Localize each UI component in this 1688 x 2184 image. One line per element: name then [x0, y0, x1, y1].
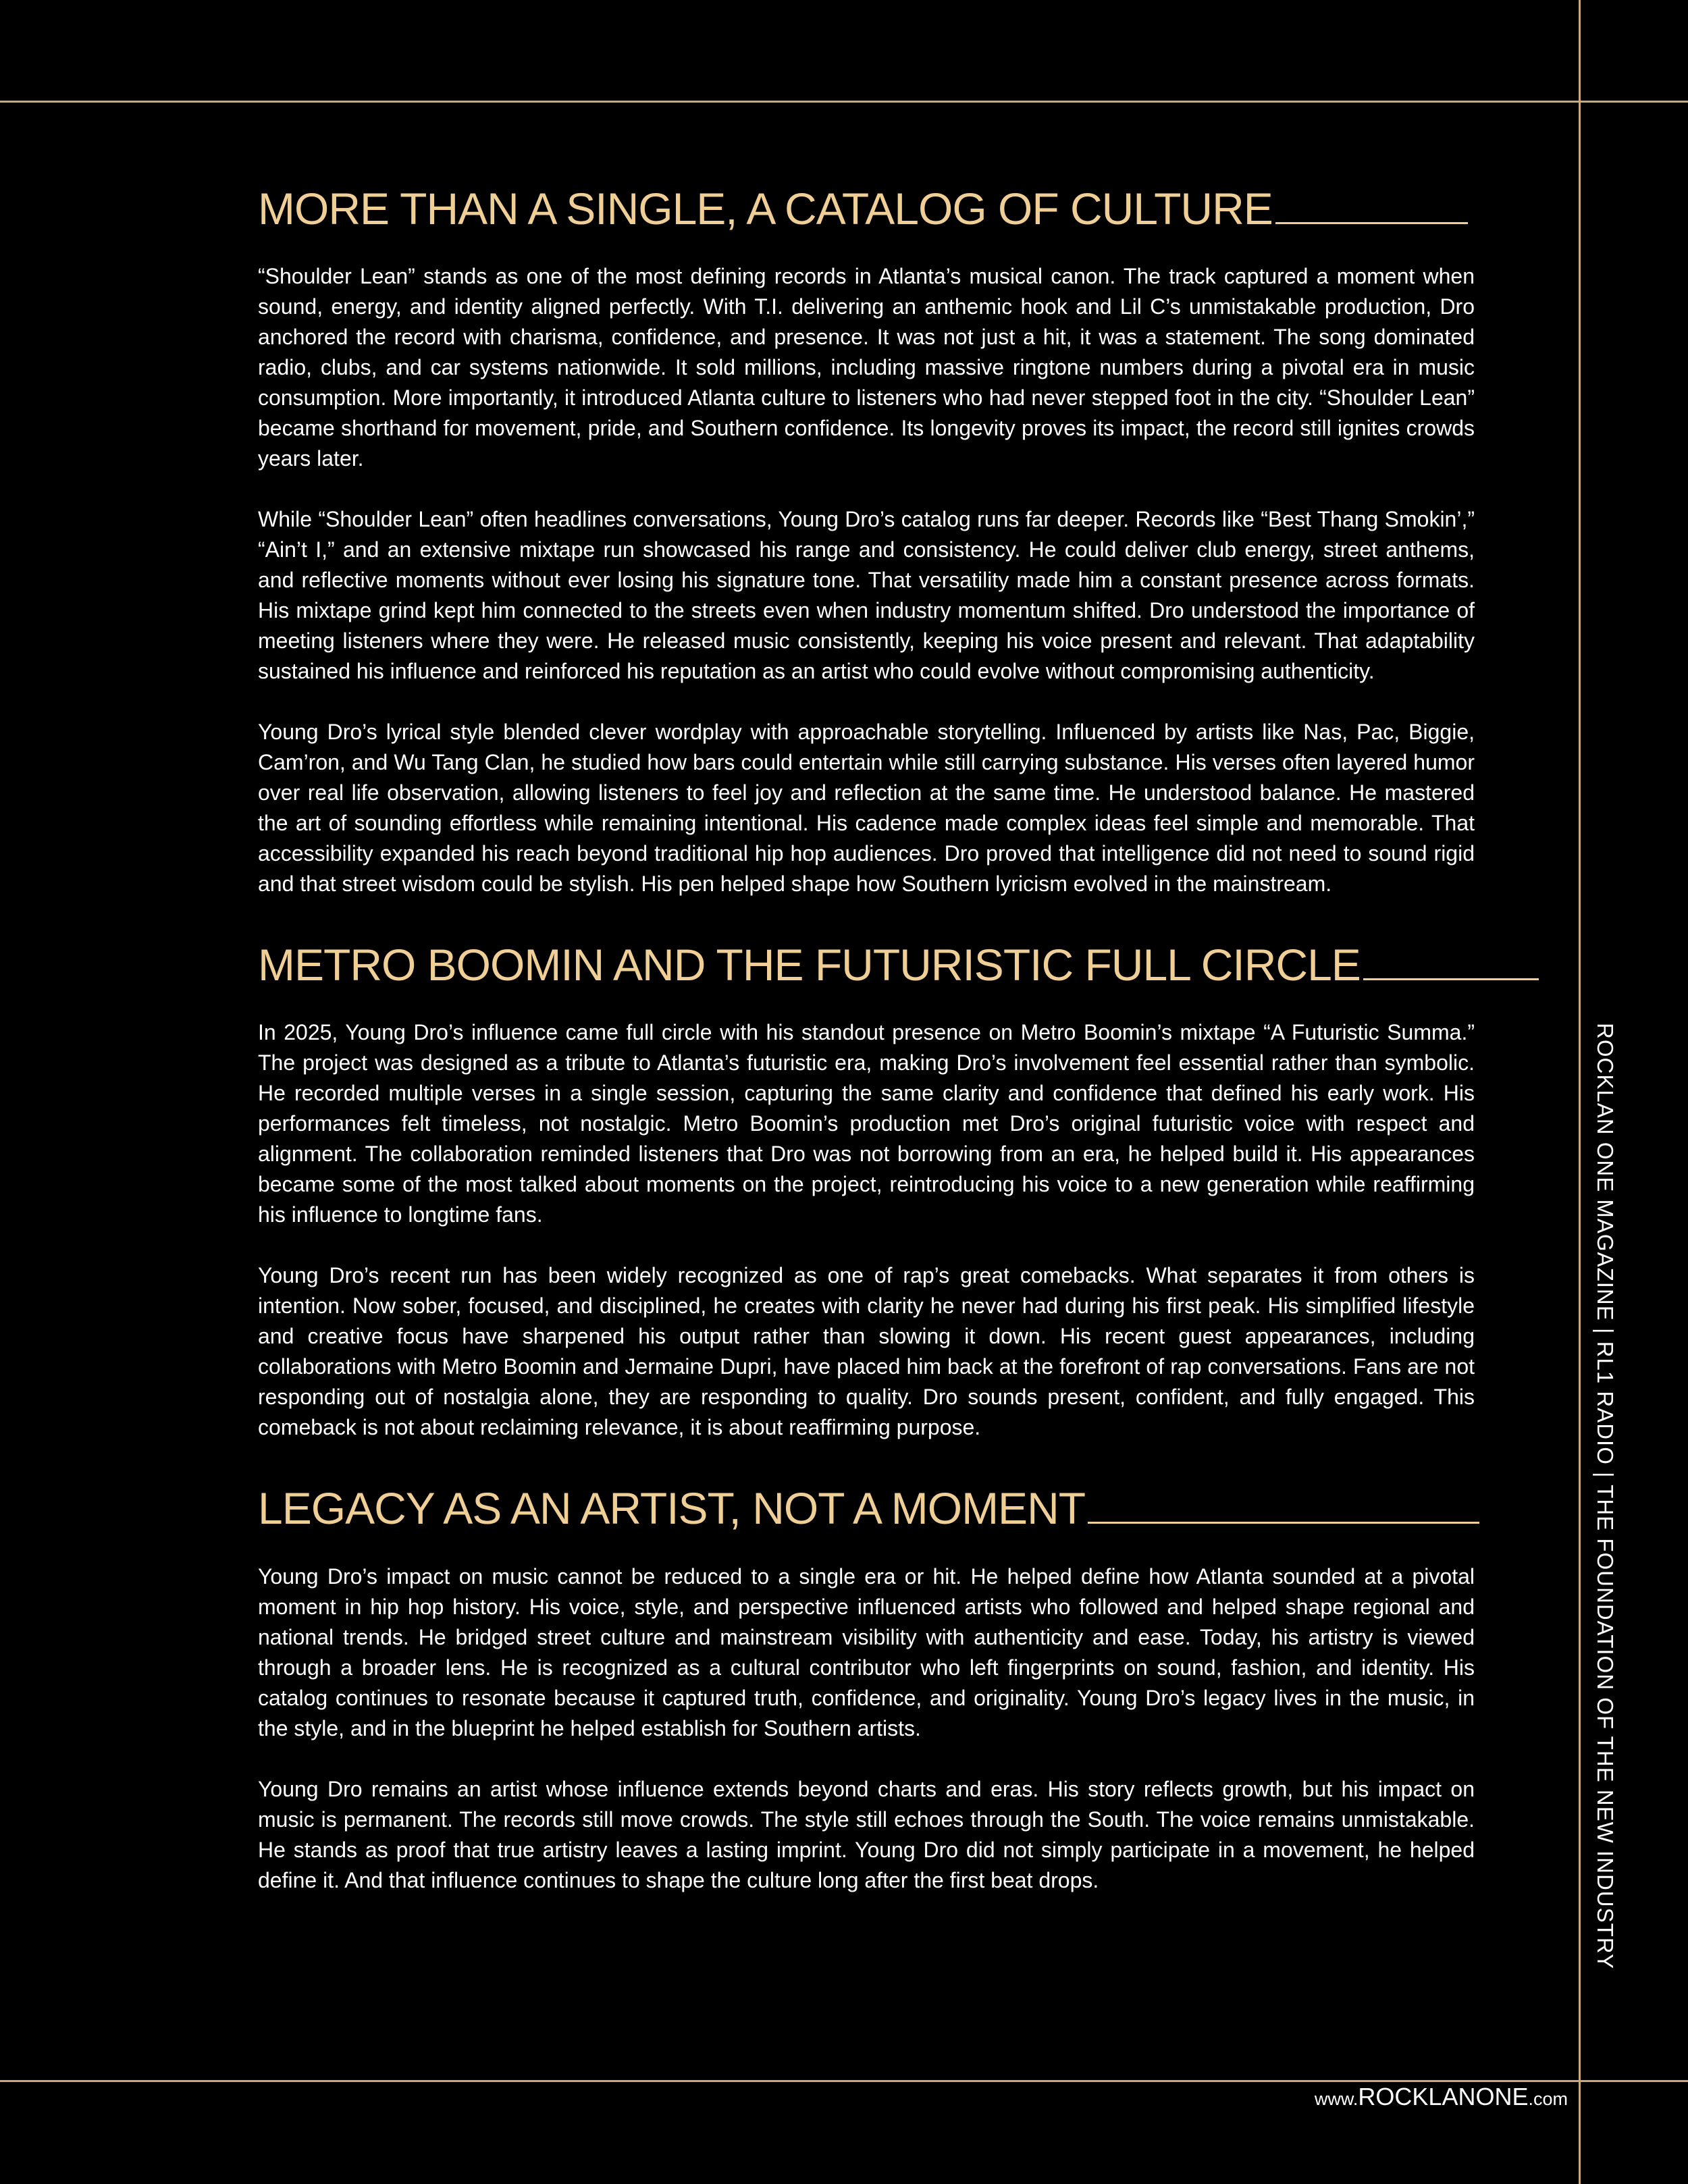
section-heading-text: METRO BOOMIN AND THE FUTURISTIC FULL CIRCLE: [258, 940, 1361, 990]
bottom-rule: [0, 2080, 1688, 2082]
paragraph: Young Dro’s impact on music cannot be reduced to a single era or hit. He helped define how Atlanta sounded at a pivotal moment in hip hop history. His voice, style, and perspective influenced artists who followed and helped shape regional and national trends. He bridged street culture and mainstream visibility with authenticity and ease. Today, his artistry is viewed through a broader lens. He is recognized as a cultural contributor who left fingerprints on sound, fashion, and identity. His catalog continues to resonate because it captured truth, confidence, and originality. Young Dro’s legacy lives in the music, in the style, and in the blueprint he helped establish for Southern artists.: [258, 1564, 1475, 1740]
sidebar-tagline: ROCKLAN ONE MAGAZINE | RL1 RADIO | THE FOUNDATION OF THE NEW INDUSTRY: [1593, 1023, 1618, 1970]
paragraph: Young Dro’s recent run has been widely recognized as one of rap’s great comebacks. What separates it from others is intention. Now sober, focused, and disciplined, he creates with clarity he never had during his first peak. His simplified lifestyle and creative focus have sharpened his output rather than slowing it down. His recent guest appearances, including collaborations with Metro Boomin and Jermaine Dupri, have placed him back at the forefront of rap conversations. Fans are not responding out of nostalgia alone, they are responding to quality. Dro sounds present, confident, and fully engaged. This comeback is not about reclaiming relevance, it is about reaffirming purpose.: [258, 1263, 1475, 1440]
paragraph: In 2025, Young Dro’s influence came full circle with his standout presence on Metro Boomin’s mixtape “A Futuristic Summa.” The project was designed as a tribute to Atlanta’s futuristic era, making Dro’s involvement feel essential rather than symbolic. He recorded multiple verses in a single session, capturing the same clarity and confidence that defined his early work. His performances felt timeless, not nostalgic. Metro Boomin’s production met Dro’s original futuristic voice with respect and alignment. The collaboration reminded listeners that Dro was not borrowing from an era, he helped build it. His appearances became some of the most talked about moments on the project, reintroducing his voice to a new generation while reaffirming his influence to longtime fans.: [258, 1020, 1475, 1227]
paragraph: Young Dro remains an artist whose influence extends beyond charts and eras. His story reflects growth, but his impact on music is permanent. The records still move crowds. The style still echoes through the South. The voice remains unmistakable. He stands as proof that true artistry leaves a lasting imprint. Young Dro did not simply participate in a movement, he helped define it. And that influence continues to shape the culture long after the first beat drops.: [258, 1776, 1475, 1892]
section-heading-catalog: [258, 182, 1475, 236]
footer-url-suffix: .com: [1528, 2089, 1568, 2109]
footer-url-main: ROCKLANONE: [1358, 2083, 1529, 2110]
section-heading-text: LEGACY AS AN ARTIST, NOT A MOMENT: [258, 1483, 1086, 1534]
article-body: [258, 169, 1475, 1896]
section-heading-metro-boomin: [258, 938, 1475, 992]
heading-underline: [1363, 978, 1539, 980]
footer-url-prefix: www.: [1314, 2089, 1359, 2109]
footer-website[interactable]: [1315, 2083, 1568, 2111]
paragraph: “Shoulder Lean” stands as one of the most defining records in Atlanta’s musical canon. The track captured a moment when sound, energy, and identity aligned perfectly. With T.I. delivering an anthemic hook and Lil C’s unmistakable production, Dro anchored the record with charisma, confidence, and presence. It was not just a hit, it was a statement. The song dominated radio, clubs, and car systems nationwide. It sold millions, including massive ringtone numbers during a pivotal era in music consumption. More importantly, it introduced Atlanta culture to listeners who had never stepped foot in the city. “Shoulder Lean” became shorthand for movement, pride, and Southern confidence. Its longevity proves its impact, the record still ignites crowds years later.: [258, 264, 1475, 471]
paragraph: While “Shoulder Lean” often headlines conversations, Young Dro’s catalog runs far deeper. Records like “Best Thang Smokin’,” “Ain’t I,” and an extensive mixtape run showcased his range and consistency. He could deliver club energy, street anthems, and reflective moments without ever losing his signature tone. That versatility made him a constant presence across formats. His mixtape grind kept him connected to the streets even when industry momentum shifted. Dro understood the importance of meeting listeners where they were. He released music consistently, keeping his voice present and relevant. That adaptability sustained his influence and reinforced his reputation as an artist who could evolve without compromising authenticity.: [258, 507, 1475, 684]
vertical-sidebar: [1585, 1023, 1625, 2069]
section-heading-text: MORE THAN A SINGLE, A CATALOG OF CULTURE: [258, 184, 1273, 234]
heading-underline: [1088, 1522, 1479, 1524]
right-vertical-rule: [1579, 0, 1581, 2184]
top-rule: [0, 101, 1688, 103]
section-heading-legacy: [258, 1482, 1475, 1535]
paragraph: Young Dro’s lyrical style blended clever wordplay with approachable storytelling. Influenced by artists like Nas, Pac, Biggie, Cam’ron, and Wu Tang Clan, he studied how bars could entertain while still carrying substance. His verses often layered humor over real life observation, allowing listeners to feel joy and reflection at the same time. He understood balance. He mastered the art of sounding effortless while remaining intentional. His cadence made complex ideas feel simple and memorable. That accessibility expanded his reach beyond traditional hip hop audiences. Dro proved that intelligence did not need to sound rigid and that street wisdom could be stylish. His pen helped shape how Southern lyricism evolved in the mainstream.: [258, 720, 1475, 897]
heading-underline: [1275, 222, 1468, 224]
